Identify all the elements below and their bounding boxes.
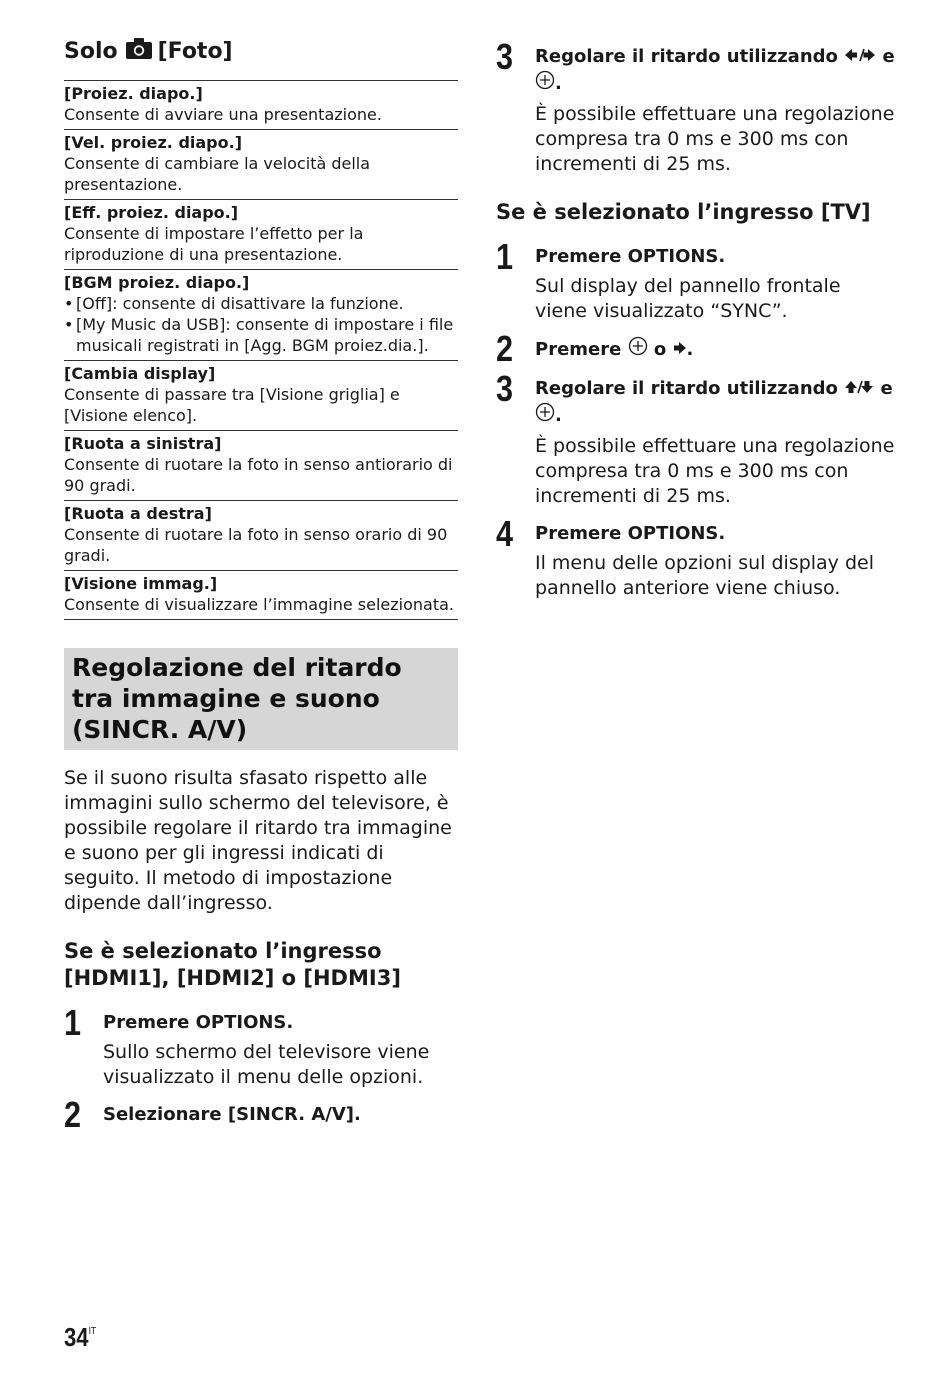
menu-item-bullets <box>64 293 458 356</box>
menu-item <box>64 501 458 571</box>
left-right-arrows-icon <box>844 44 876 70</box>
menu-item-desc: Consente di visualizzare l’immagine selezionata. <box>64 595 454 614</box>
step-lead-period: . <box>555 73 562 94</box>
menu-item-desc: Consente di impostare l’effetto per la riproduzione di una presentazione. <box>64 224 364 264</box>
step-lead: Premere OPTIONS. <box>535 523 726 544</box>
menu-item-desc: Consente di avviare una presentazione. <box>64 105 382 124</box>
hdmi-step-2 <box>64 1094 458 1135</box>
menu-item-name: [BGM proiez. diapo.] <box>64 273 250 292</box>
bullet-item: • [My Music da USB]: consente di impostare i file musicali registrati in [Agg. BGM proiez.dia.]. <box>64 314 458 356</box>
step-desc: È possibile effettuare una regolazione compresa tra 0 ms e 300 ms con incrementi di 25 ms. <box>535 435 895 507</box>
tv-step-1 <box>496 236 896 324</box>
menu-item-name: [Visione immag.] <box>64 574 218 593</box>
solo-heading-suffix: [Foto] <box>157 38 233 64</box>
menu-item <box>64 130 458 200</box>
step-number: 1 <box>496 236 513 277</box>
step-lead-text: Regolare il ritardo utilizzando <box>535 378 838 399</box>
tv-subheading: Se è selezionato l’ingresso [TV] <box>496 200 871 224</box>
left-column <box>64 34 458 1135</box>
step-desc: Sullo schermo del televisore viene visualizzato il menu delle opzioni. <box>103 1041 430 1088</box>
step-number: 3 <box>496 36 513 77</box>
up-down-arrows-icon <box>844 376 874 402</box>
step-number: 3 <box>496 368 513 409</box>
solo-foto-heading <box>64 34 458 68</box>
step-number: 4 <box>496 513 513 554</box>
hdmi-step-1 <box>64 1002 458 1090</box>
menu-item-name: [Ruota a destra] <box>64 504 212 523</box>
step-desc: È possibile effettuare una regolazione compresa tra 0 ms e 300 ms con incrementi di 25 ms. <box>535 103 895 175</box>
hdmi-subheading: Se è selezionato l’ingresso [HDMI1], [HDMI2] o [HDMI3] <box>64 939 401 990</box>
menu-item-name: [Proiez. diapo.] <box>64 84 203 103</box>
step-lead-period: . <box>686 339 694 360</box>
enter-button-icon <box>535 70 555 98</box>
solo-heading-prefix: Solo <box>64 38 118 64</box>
step-number: 2 <box>64 1094 81 1135</box>
page-number <box>64 1322 96 1353</box>
camera-icon <box>126 37 152 65</box>
section-intro: Se il suono risulta sfasato rispetto alle immagini sullo schermo del televisore, è possibile regolare il ritardo tra immagine e suono per gli ingressi indicati di seguito. Il metodo di impostazione dipende dall’ingresso. <box>64 767 452 914</box>
tv-step-2 <box>496 328 896 369</box>
hdmi-step-3 <box>496 36 896 177</box>
menu-item-name: [Cambia display] <box>64 364 216 383</box>
menu-item <box>64 81 458 130</box>
bullet-item: • [Off]: consente di disattivare la funzione. <box>64 293 458 314</box>
step-lead: Premere OPTIONS. <box>103 1012 294 1033</box>
section-title: Regolazione del ritardo tra immagine e suono (SINCR. A/V) <box>64 648 458 750</box>
menu-item-desc: Consente di ruotare la foto in senso antiorario di 90 gradi. <box>64 455 453 495</box>
step-lead <box>535 44 896 98</box>
menu-item <box>64 431 458 501</box>
menu-item-desc: Consente di passare tra [Visione griglia] e [Visione elenco]. <box>64 385 400 425</box>
step-lead: Selezionare [SINCR. A/V]. <box>103 1104 361 1125</box>
menu-item-desc: Consente di cambiare la velocità della presentazione. <box>64 154 371 194</box>
step-lead-text: e <box>882 46 895 67</box>
right-column <box>496 34 896 601</box>
enter-button-icon <box>628 336 648 364</box>
menu-item-name: [Ruota a sinistra] <box>64 434 222 453</box>
step-lead-text: Regolare il ritardo utilizzando <box>535 46 838 67</box>
step-desc: Il menu delle opzioni sul display del pannello anteriore viene chiuso. <box>535 552 874 599</box>
step-lead-period: . <box>555 405 562 426</box>
step-lead-text: o <box>653 339 667 360</box>
right-arrow-icon <box>673 337 687 363</box>
menu-item-name: [Vel. proiez. diapo.] <box>64 133 243 152</box>
menu-item <box>64 361 458 431</box>
step-lead <box>535 336 896 364</box>
step-lead <box>535 376 896 430</box>
menu-item-desc: Consente di ruotare la foto in senso orario di 90 gradi. <box>64 525 448 565</box>
menu-item-name: [Eff. proiez. diapo.] <box>64 203 239 222</box>
tv-step-4 <box>496 513 896 601</box>
step-number: 2 <box>496 328 513 369</box>
page-language-code: IT <box>88 1326 97 1337</box>
menu-item <box>64 270 458 361</box>
menu-options-table <box>64 80 458 620</box>
tv-step-3 <box>496 368 896 509</box>
enter-button-icon <box>535 402 555 430</box>
menu-item <box>64 571 458 620</box>
menu-item <box>64 200 458 270</box>
page-number-value: 34 <box>64 1322 89 1352</box>
step-desc: Sul display del pannello frontale viene visualizzato “SYNC”. <box>535 275 841 322</box>
step-lead-text: Premere <box>535 339 622 360</box>
step-lead-text: e <box>880 378 893 399</box>
step-lead: Premere OPTIONS. <box>535 246 726 267</box>
step-number: 1 <box>64 1002 81 1043</box>
